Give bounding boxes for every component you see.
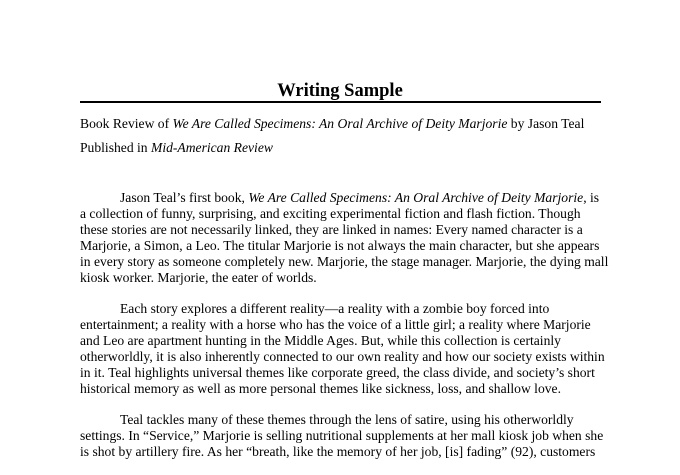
paragraph bbox=[80, 301, 610, 397]
review-subtitle bbox=[80, 116, 640, 132]
review-subtitle-prefix: Book Review of bbox=[80, 116, 173, 131]
text-line: Each story explores a different reality—a reality with a zombie boy forced into bbox=[120, 301, 550, 316]
book-title: We Are Called Specimens: An Oral Archive of Deity Marjorie bbox=[172, 116, 508, 131]
paragraph bbox=[80, 190, 610, 286]
publication-prefix: Published in bbox=[80, 140, 151, 155]
text-line: entertainment; a reality with a horse who has the voice of a little girl; a reality where Marjorie bbox=[80, 317, 591, 332]
text-line: is shot by artillery fire. As her “breath, like the memory of her job, [is] fading” (92), customers bbox=[80, 444, 596, 459]
text-line: a collection of funny, surprising, and exciting experimental fiction and flash fiction. Though bbox=[80, 206, 581, 221]
text-line: Teal tackles many of these themes through the lens of satire, using his otherworldly bbox=[120, 412, 574, 427]
title-divider bbox=[80, 101, 601, 103]
text-line: in every story as someone completely new. Marjorie, the stage manager. Marjorie, the dying mall bbox=[80, 254, 609, 269]
text-line: otherworldly, it is also inherently connected to our own reality and how our society exists within bbox=[80, 349, 605, 364]
publication-line bbox=[80, 140, 640, 156]
text-line: kiosk worker. Marjorie, the eater of worlds. bbox=[80, 270, 317, 285]
review-body bbox=[80, 190, 610, 475]
text-line: these stories are not necessarily linked, they are linked in names: Every named character is a bbox=[80, 222, 583, 237]
text-line: and Leo are apartment hunting in the Middle Ages. But, while this collection is certainly bbox=[80, 333, 561, 348]
text-line: Jason Teal’s first book, We Are Called Specimens: An Oral Archive of Deity Marjorie, is bbox=[120, 190, 600, 205]
document-title: Writing Sample bbox=[277, 81, 403, 101]
text-line: historical memory as well as more personal themes like sickness, loss, and shallow love. bbox=[80, 381, 561, 396]
text-line: settings. In “Service,” Marjorie is selling nutritional supplements at her mall kiosk job when she bbox=[80, 428, 604, 443]
paragraph bbox=[80, 412, 610, 460]
text-line: Marjorie, a Simon, a Leo. The titular Marjorie is not always the main character, but she appears bbox=[80, 238, 600, 253]
publication-name: Mid-American Review bbox=[151, 140, 273, 155]
text-line: in it. Teal highlights universal themes like corporate greed, the class divide, and society’s short bbox=[80, 365, 595, 380]
review-subtitle-suffix: by Jason Teal bbox=[507, 116, 585, 131]
